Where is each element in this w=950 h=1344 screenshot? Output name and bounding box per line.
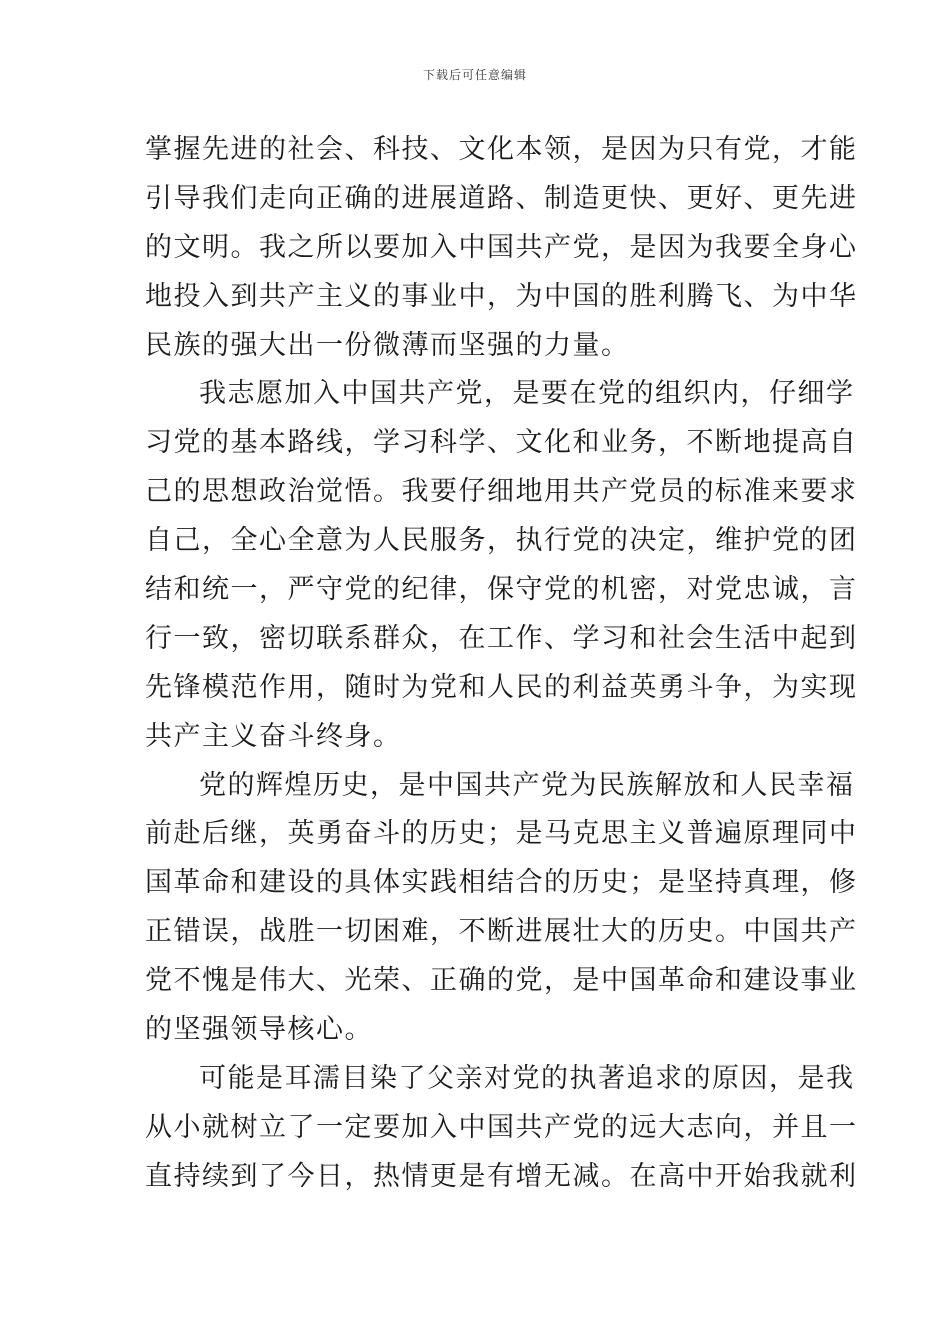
text-line: 从小就树立了一定要加入中国共产党的远大志向，并且一 bbox=[145, 1111, 858, 1143]
text-line: 正错误，战胜一切困难，不断进展壮大的历史。中国共产 bbox=[145, 916, 858, 948]
text-line: 地投入到共产主义的事业中，为中国的胜利腾飞、为中华 bbox=[145, 280, 858, 312]
text-line: 直持续到了今日，热情更是有增无减。在高中开始我就利 bbox=[145, 1160, 858, 1192]
document-body bbox=[145, 126, 858, 1202]
paragraph-first-line: 我志愿加入中国共产党，是要在党的组织内，仔细学 bbox=[199, 378, 855, 410]
text-line: 的文明。我之所以要加入中国共产党，是因为我要全身心 bbox=[145, 231, 858, 263]
page-header: 下载后可任意编辑 bbox=[422, 68, 527, 82]
text-line: 习党的基本路线，学习科学、文化和业务，不断地提高自 bbox=[145, 427, 858, 459]
paragraph-first-line: 党的辉煌历史，是中国共产党为民族解放和人民幸福 bbox=[199, 769, 855, 801]
text-line: 引导我们走向正确的进展道路、制造更快、更好、更先进 bbox=[145, 182, 858, 214]
text-line: 行一致，密切联系群众，在工作、学习和社会生活中起到 bbox=[145, 622, 858, 654]
text-line: 民族的强大出一份微薄而坚强的力量。 bbox=[145, 329, 630, 361]
text-line: 先锋模范作用，随时为党和人民的利益英勇斗争，为实现 bbox=[145, 671, 858, 703]
text-line: 共产主义奋斗终身。 bbox=[145, 720, 402, 752]
text-line: 的坚强领导核心。 bbox=[145, 1014, 373, 1046]
paragraph-first-line: 可能是耳濡目染了父亲对党的执著追求的原因，是我 bbox=[199, 1062, 855, 1094]
text-line: 结和统一，严守党的纪律，保守党的机密，对党忠诚，言 bbox=[145, 574, 858, 606]
text-line: 自己，全心全意为人民服务，执行党的决定，维护党的团 bbox=[145, 525, 858, 557]
text-line: 国革命和建设的具体实践相结合的历史；是坚持真理，修 bbox=[145, 867, 858, 899]
text-line: 党不愧是伟大、光荣、正确的党，是中国革命和建设事业 bbox=[145, 965, 858, 997]
text-line: 己的思想政治觉悟。我要仔细地用共产党员的标准来要求 bbox=[145, 476, 858, 508]
text-line: 前赴后继，英勇奋斗的历史；是马克思主义普遍原理同中 bbox=[145, 818, 858, 850]
text-line: 掌握先进的社会、科技、文化本领，是因为只有党，才能 bbox=[145, 134, 858, 165]
